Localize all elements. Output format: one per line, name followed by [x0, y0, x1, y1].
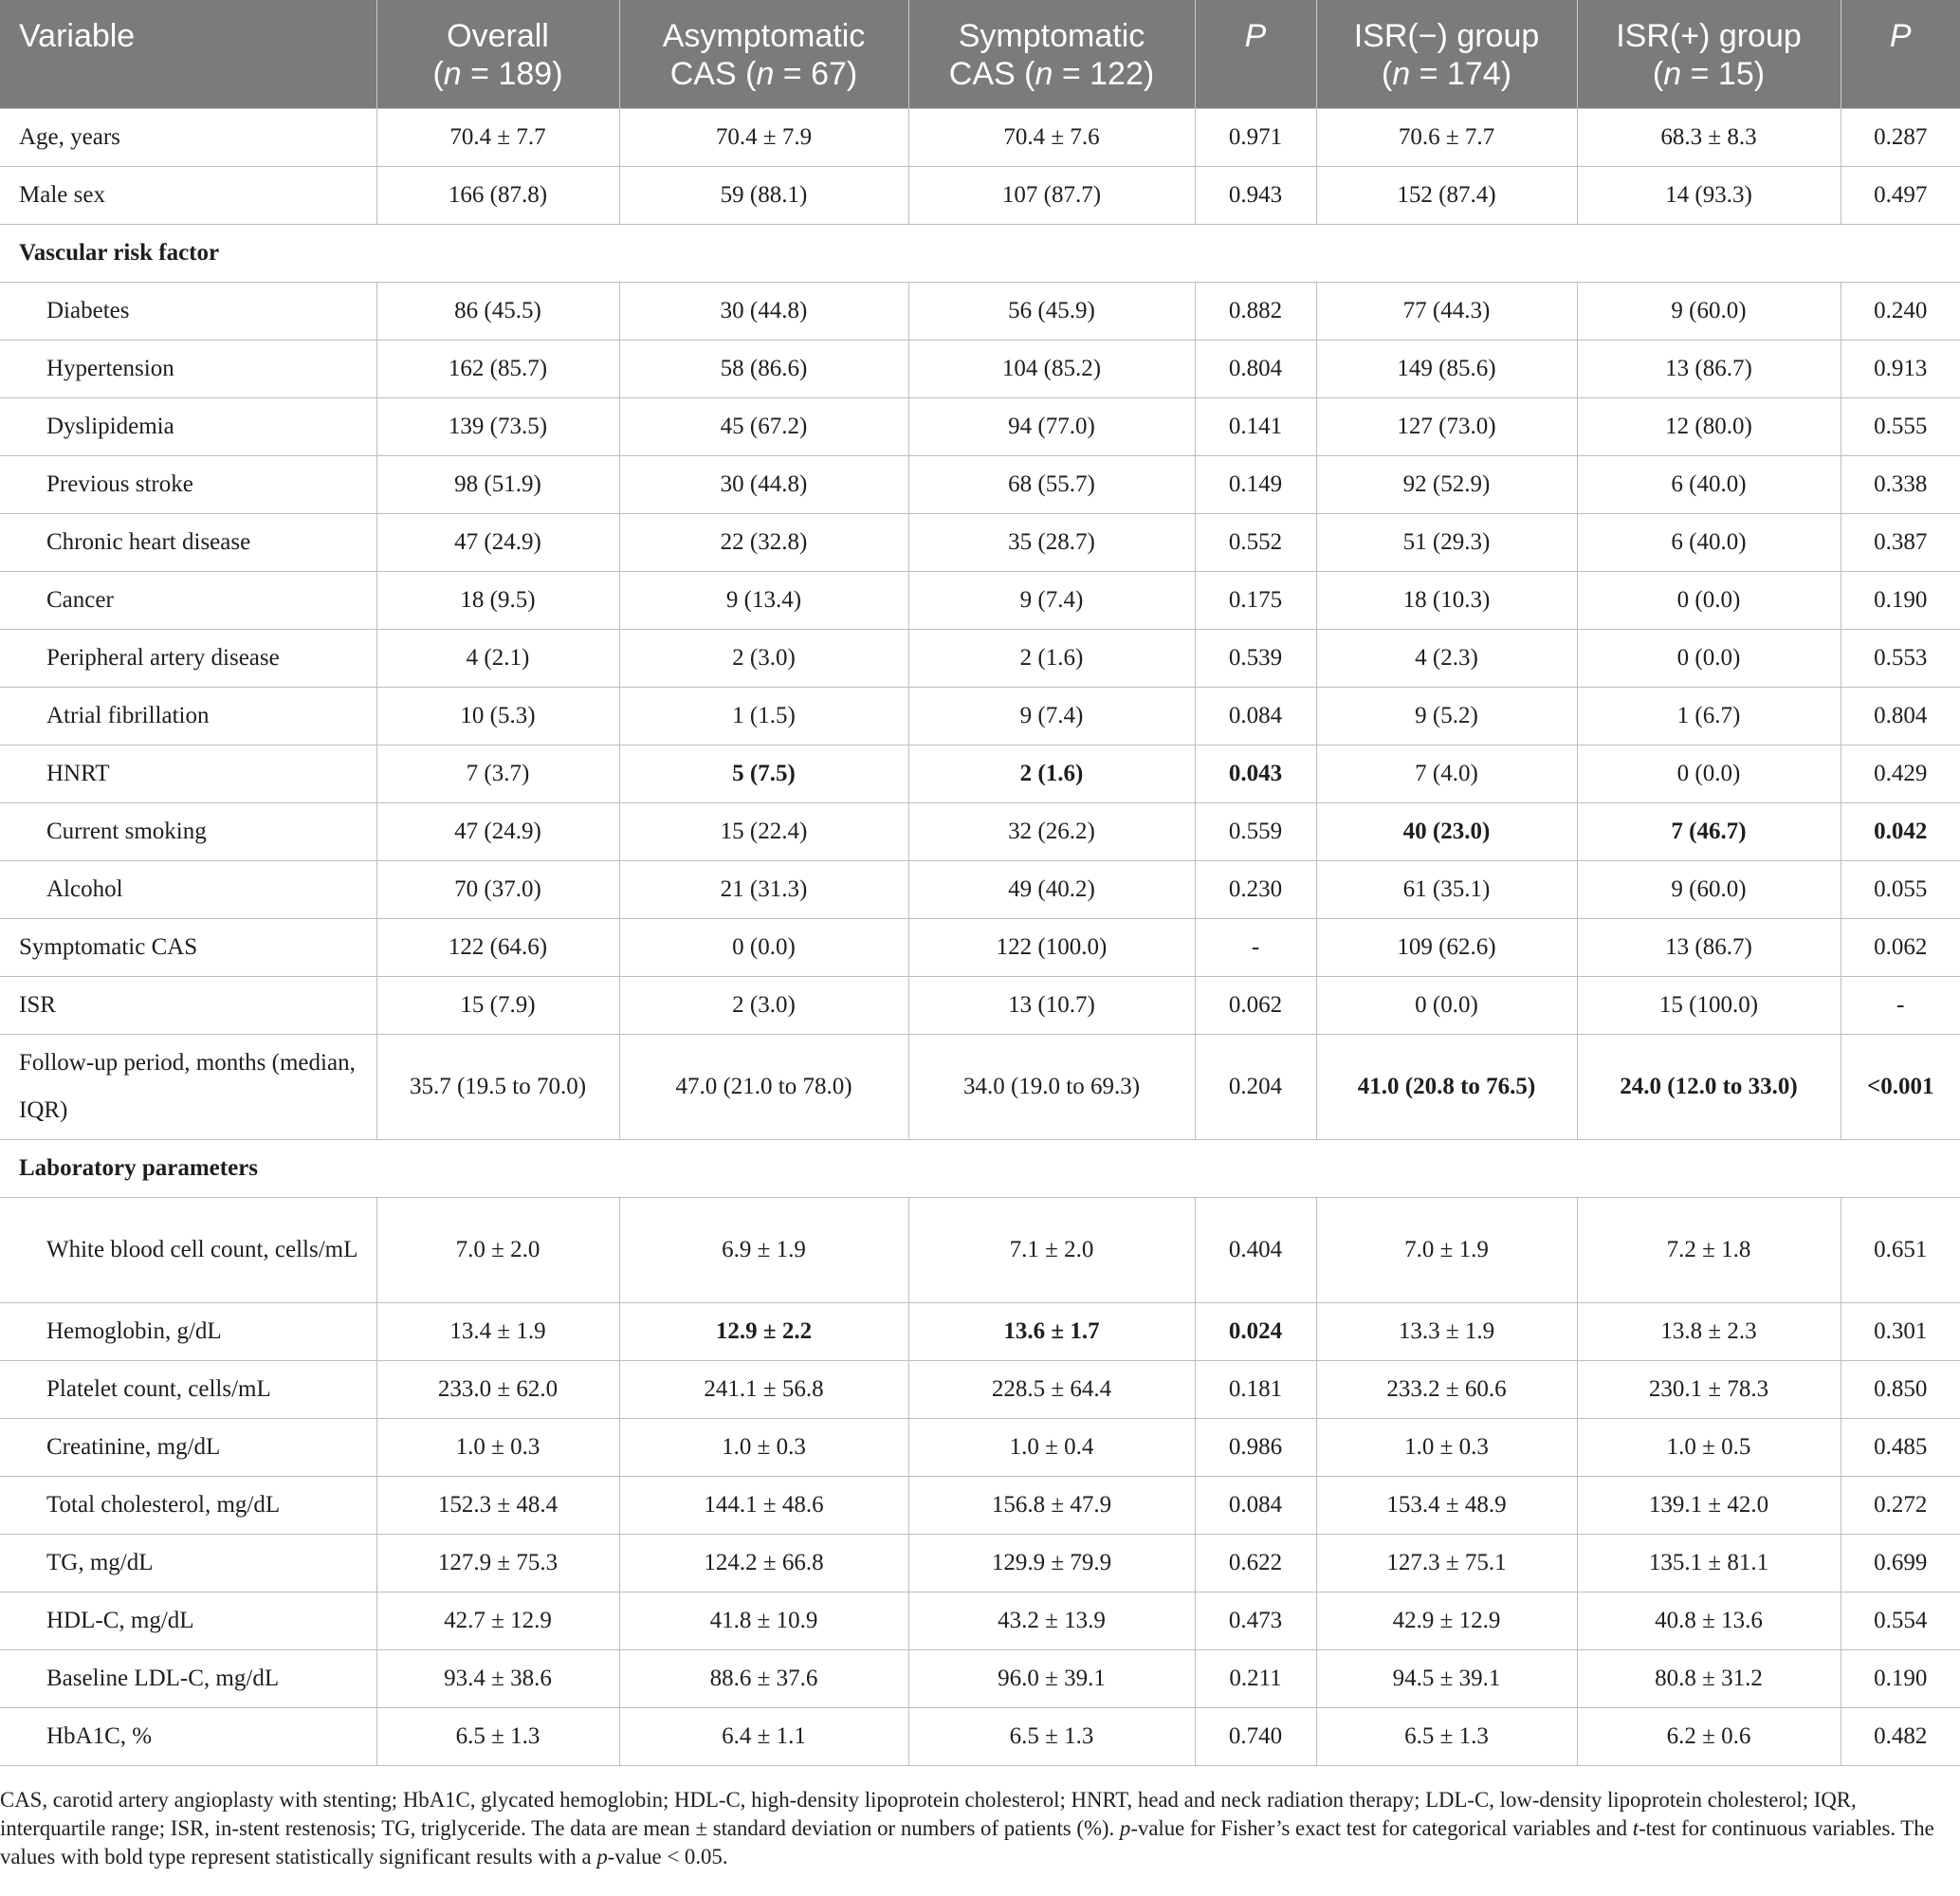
cell-variable: Dyslipidemia [0, 397, 376, 455]
cell-p-cas: 0.539 [1195, 629, 1316, 687]
table-row [0, 282, 1960, 340]
cell-isr-positive: 14 (93.3) [1577, 166, 1841, 224]
cell-isr-positive: 24.0 (12.0 to 33.0) [1577, 1034, 1841, 1139]
section-row [0, 224, 1960, 282]
cell-p-isr: - [1841, 976, 1960, 1034]
cell-variable: Current smoking [0, 802, 376, 860]
table-row [0, 1476, 1960, 1534]
cell-p-isr: <0.001 [1841, 1034, 1960, 1139]
cell-p-isr: 0.555 [1841, 397, 1960, 455]
cell-isr-negative: 92 (52.9) [1316, 455, 1577, 513]
cell-p-isr: 0.804 [1841, 687, 1960, 745]
cell-symptomatic: 68 (55.7) [908, 455, 1195, 513]
cell-p-isr: 0.055 [1841, 860, 1960, 918]
table-row [0, 1418, 1960, 1476]
cell-symptomatic: 34.0 (19.0 to 69.3) [908, 1034, 1195, 1139]
cell-asymptomatic: 241.1 ± 56.8 [619, 1360, 908, 1418]
cell-overall: 139 (73.5) [376, 397, 619, 455]
cell-p-cas: 0.043 [1195, 745, 1316, 802]
cell-p-cas: 0.473 [1195, 1592, 1316, 1649]
table-row [0, 687, 1960, 745]
table-row [0, 1360, 1960, 1418]
header-overall-title: Overall [447, 18, 549, 54]
cell-isr-negative: 4 (2.3) [1316, 629, 1577, 687]
cell-symptomatic: 49 (40.2) [908, 860, 1195, 918]
cell-asymptomatic: 124.2 ± 66.8 [619, 1534, 908, 1592]
cell-p-isr: 0.042 [1841, 802, 1960, 860]
cell-p-cas: 0.024 [1195, 1302, 1316, 1360]
table-row [0, 513, 1960, 571]
cell-isr-negative: 18 (10.3) [1316, 571, 1577, 629]
cell-variable: ISR [0, 976, 376, 1034]
cell-p-isr: 0.387 [1841, 513, 1960, 571]
table-row [0, 455, 1960, 513]
table-row [0, 571, 1960, 629]
cell-p-isr: 0.554 [1841, 1592, 1960, 1649]
cell-p-cas: 0.971 [1195, 108, 1316, 166]
cell-symptomatic: 32 (26.2) [908, 802, 1195, 860]
cell-asymptomatic: 1 (1.5) [619, 687, 908, 745]
cell-asymptomatic: 144.1 ± 48.6 [619, 1476, 908, 1534]
cell-isr-positive: 7 (46.7) [1577, 802, 1841, 860]
cell-asymptomatic: 30 (44.8) [619, 455, 908, 513]
cell-overall: 7 (3.7) [376, 745, 619, 802]
cell-overall: 233.0 ± 62.0 [376, 1360, 619, 1418]
table-row [0, 745, 1960, 802]
cell-symptomatic: 13 (10.7) [908, 976, 1195, 1034]
cell-overall: 98 (51.9) [376, 455, 619, 513]
cell-variable: Previous stroke [0, 455, 376, 513]
cell-asymptomatic: 30 (44.8) [619, 282, 908, 340]
cell-variable: Symptomatic CAS [0, 918, 376, 976]
cell-overall: 15 (7.9) [376, 976, 619, 1034]
cell-variable: Platelet count, cells/mL [0, 1360, 376, 1418]
cell-isr-positive: 68.3 ± 8.3 [1577, 108, 1841, 166]
cell-asymptomatic: 41.8 ± 10.9 [619, 1592, 908, 1649]
cell-asymptomatic: 2 (3.0) [619, 629, 908, 687]
cell-p-isr: 0.850 [1841, 1360, 1960, 1418]
table-row [0, 166, 1960, 224]
cell-isr-negative: 41.0 (20.8 to 76.5) [1316, 1034, 1577, 1139]
cell-symptomatic: 2 (1.6) [908, 745, 1195, 802]
cell-isr-positive: 40.8 ± 13.6 [1577, 1592, 1841, 1649]
cell-asymptomatic: 9 (13.4) [619, 571, 908, 629]
header-overall [376, 0, 619, 108]
cell-asymptomatic: 21 (31.3) [619, 860, 908, 918]
table-row [0, 1592, 1960, 1649]
cell-p-cas: 0.230 [1195, 860, 1316, 918]
cell-p-isr: 0.287 [1841, 108, 1960, 166]
table-row [0, 397, 1960, 455]
cell-p-isr: 0.913 [1841, 340, 1960, 397]
cell-symptomatic: 228.5 ± 64.4 [908, 1360, 1195, 1418]
cell-symptomatic: 70.4 ± 7.6 [908, 108, 1195, 166]
cell-p-cas: 0.740 [1195, 1707, 1316, 1765]
cell-p-cas: 0.559 [1195, 802, 1316, 860]
cell-variable: HNRT [0, 745, 376, 802]
cell-asymptomatic: 0 (0.0) [619, 918, 908, 976]
cell-overall: 70.4 ± 7.7 [376, 108, 619, 166]
cell-isr-positive: 9 (60.0) [1577, 860, 1841, 918]
header-p-value-cas: P [1195, 0, 1316, 108]
cell-variable: Follow-up period, months (median, IQR) [0, 1034, 376, 1139]
cell-variable: White blood cell count, cells/mL [0, 1197, 376, 1302]
cell-p-isr: 0.240 [1841, 282, 1960, 340]
cell-isr-positive: 12 (80.0) [1577, 397, 1841, 455]
cell-p-isr: 0.301 [1841, 1302, 1960, 1360]
cell-p-cas: 0.404 [1195, 1197, 1316, 1302]
cell-isr-positive: 6 (40.0) [1577, 455, 1841, 513]
cell-variable: Male sex [0, 166, 376, 224]
cell-symptomatic: 9 (7.4) [908, 571, 1195, 629]
table-row [0, 802, 1960, 860]
table-footnote: CAS, carotid artery angioplasty with stenting; HbA1C, glycated hemoglobin; HDL-C, high-density lipoprotein cholesterol; HNRT, head and neck radiation therapy; LDL-C, low-density lipoprotein cholesterol; IQR, interquartile range; ISR, in-stent restenosis; TG, triglyceride. The data are mean ± standard deviation or numbers of patients (%). p-value for Fisher’s exact test for categorical variables and t-test for continuous variables. The values with bold type represent statistically significant results with a p-value < 0.05. [0, 1788, 1934, 1868]
cell-symptomatic: 1.0 ± 0.4 [908, 1418, 1195, 1476]
cell-variable: Hemoglobin, g/dL [0, 1302, 376, 1360]
cell-symptomatic: 94 (77.0) [908, 397, 1195, 455]
cell-isr-negative: 149 (85.6) [1316, 340, 1577, 397]
cell-overall: 70 (37.0) [376, 860, 619, 918]
cell-p-isr: 0.429 [1841, 745, 1960, 802]
cell-asymptomatic: 1.0 ± 0.3 [619, 1418, 908, 1476]
cell-symptomatic: 56 (45.9) [908, 282, 1195, 340]
cell-asymptomatic: 58 (86.6) [619, 340, 908, 397]
cell-isr-negative: 42.9 ± 12.9 [1316, 1592, 1577, 1649]
cell-overall: 7.0 ± 2.0 [376, 1197, 619, 1302]
cell-p-cas: - [1195, 918, 1316, 976]
cell-isr-negative: 61 (35.1) [1316, 860, 1577, 918]
cell-p-isr: 0.699 [1841, 1534, 1960, 1592]
cell-variable: Total cholesterol, mg/dL [0, 1476, 376, 1534]
cell-variable: Hypertension [0, 340, 376, 397]
cell-isr-negative: 13.3 ± 1.9 [1316, 1302, 1577, 1360]
cell-p-cas: 0.084 [1195, 687, 1316, 745]
cell-isr-negative: 6.5 ± 1.3 [1316, 1707, 1577, 1765]
cell-p-cas: 0.622 [1195, 1534, 1316, 1592]
cell-p-isr: 0.272 [1841, 1476, 1960, 1534]
section-label: Vascular risk factor [0, 224, 1960, 282]
cell-symptomatic: 13.6 ± 1.7 [908, 1302, 1195, 1360]
cell-isr-negative: 0 (0.0) [1316, 976, 1577, 1034]
table-row [0, 1197, 1960, 1302]
cell-symptomatic: 107 (87.7) [908, 166, 1195, 224]
cell-symptomatic: 35 (28.7) [908, 513, 1195, 571]
table-row [0, 918, 1960, 976]
cell-overall: 152.3 ± 48.4 [376, 1476, 619, 1534]
cell-p-cas: 0.181 [1195, 1360, 1316, 1418]
cell-overall: 42.7 ± 12.9 [376, 1592, 619, 1649]
cell-isr-positive: 7.2 ± 1.8 [1577, 1197, 1841, 1302]
cell-variable: Alcohol [0, 860, 376, 918]
table-header [0, 0, 1960, 108]
cell-symptomatic: 9 (7.4) [908, 687, 1195, 745]
header-asymptomatic-title: Asymptomatic [662, 18, 866, 54]
cell-p-isr: 0.485 [1841, 1418, 1960, 1476]
cell-isr-negative: 9 (5.2) [1316, 687, 1577, 745]
cell-p-cas: 0.175 [1195, 571, 1316, 629]
table-row [0, 860, 1960, 918]
header-isr-negative [1316, 0, 1577, 108]
header-row [0, 0, 1960, 108]
table-body [0, 108, 1960, 1765]
cell-asymptomatic: 45 (67.2) [619, 397, 908, 455]
cell-asymptomatic: 6.4 ± 1.1 [619, 1707, 908, 1765]
cell-variable: Age, years [0, 108, 376, 166]
cell-overall: 35.7 (19.5 to 70.0) [376, 1034, 619, 1139]
cell-isr-negative: 127.3 ± 75.1 [1316, 1534, 1577, 1592]
cell-isr-negative: 153.4 ± 48.9 [1316, 1476, 1577, 1534]
cell-isr-negative: 127 (73.0) [1316, 397, 1577, 455]
cell-variable: Creatinine, mg/dL [0, 1418, 376, 1476]
cell-isr-positive: 0 (0.0) [1577, 629, 1841, 687]
table-row [0, 1534, 1960, 1592]
cell-isr-positive: 139.1 ± 42.0 [1577, 1476, 1841, 1534]
cell-p-isr: 0.482 [1841, 1707, 1960, 1765]
cell-variable: Chronic heart disease [0, 513, 376, 571]
cell-overall: 47 (24.9) [376, 513, 619, 571]
cell-overall: 93.4 ± 38.6 [376, 1649, 619, 1707]
header-symptomatic-n: CAS (n = 122) [948, 56, 1155, 92]
cell-asymptomatic: 47.0 (21.0 to 78.0) [619, 1034, 908, 1139]
cell-isr-negative: 1.0 ± 0.3 [1316, 1418, 1577, 1476]
cell-variable: Diabetes [0, 282, 376, 340]
cell-p-cas: 0.211 [1195, 1649, 1316, 1707]
cell-isr-positive: 80.8 ± 31.2 [1577, 1649, 1841, 1707]
header-isr-negative-title: ISR(−) group [1353, 18, 1540, 54]
cell-isr-negative: 7 (4.0) [1316, 745, 1577, 802]
cell-overall: 18 (9.5) [376, 571, 619, 629]
cell-variable: Cancer [0, 571, 376, 629]
cell-p-isr: 0.553 [1841, 629, 1960, 687]
cell-asymptomatic: 59 (88.1) [619, 166, 908, 224]
cell-symptomatic: 43.2 ± 13.9 [908, 1592, 1195, 1649]
cell-variable: TG, mg/dL [0, 1534, 376, 1592]
cell-isr-negative: 40 (23.0) [1316, 802, 1577, 860]
cell-isr-positive: 135.1 ± 81.1 [1577, 1534, 1841, 1592]
table-row [0, 108, 1960, 166]
table-row [0, 1302, 1960, 1360]
cell-asymptomatic: 6.9 ± 1.9 [619, 1197, 908, 1302]
cell-p-isr: 0.190 [1841, 571, 1960, 629]
table-row [0, 629, 1960, 687]
cell-p-isr: 0.338 [1841, 455, 1960, 513]
cell-isr-negative: 70.6 ± 7.7 [1316, 108, 1577, 166]
cell-isr-negative: 109 (62.6) [1316, 918, 1577, 976]
cell-variable: Atrial fibrillation [0, 687, 376, 745]
cell-overall: 166 (87.8) [376, 166, 619, 224]
cell-overall: 6.5 ± 1.3 [376, 1707, 619, 1765]
table-row [0, 1649, 1960, 1707]
cell-symptomatic: 104 (85.2) [908, 340, 1195, 397]
cell-p-cas: 0.986 [1195, 1418, 1316, 1476]
cell-asymptomatic: 88.6 ± 37.6 [619, 1649, 908, 1707]
header-isr-negative-n: (n = 174) [1381, 56, 1512, 92]
cell-symptomatic: 7.1 ± 2.0 [908, 1197, 1195, 1302]
cell-isr-positive: 1.0 ± 0.5 [1577, 1418, 1841, 1476]
table-row [0, 340, 1960, 397]
cell-overall: 4 (2.1) [376, 629, 619, 687]
header-isr-positive-n: (n = 15) [1652, 56, 1766, 92]
cell-isr-negative: 7.0 ± 1.9 [1316, 1197, 1577, 1302]
cell-symptomatic: 122 (100.0) [908, 918, 1195, 976]
cell-asymptomatic: 2 (3.0) [619, 976, 908, 1034]
cell-p-isr: 0.062 [1841, 918, 1960, 976]
header-symptomatic [908, 0, 1195, 108]
cell-p-cas: 0.141 [1195, 397, 1316, 455]
cell-symptomatic: 6.5 ± 1.3 [908, 1707, 1195, 1765]
cell-isr-positive: 0 (0.0) [1577, 745, 1841, 802]
header-variable: Variable [0, 0, 376, 108]
cell-p-cas: 0.062 [1195, 976, 1316, 1034]
header-symptomatic-title: Symptomatic [958, 18, 1145, 54]
cell-isr-positive: 13.8 ± 2.3 [1577, 1302, 1841, 1360]
cell-isr-negative: 152 (87.4) [1316, 166, 1577, 224]
header-isr-positive [1577, 0, 1841, 108]
cell-isr-negative: 51 (29.3) [1316, 513, 1577, 571]
cell-asymptomatic: 15 (22.4) [619, 802, 908, 860]
cell-symptomatic: 96.0 ± 39.1 [908, 1649, 1195, 1707]
cell-asymptomatic: 70.4 ± 7.9 [619, 108, 908, 166]
cell-isr-positive: 0 (0.0) [1577, 571, 1841, 629]
cell-isr-positive: 13 (86.7) [1577, 340, 1841, 397]
cell-p-cas: 0.084 [1195, 1476, 1316, 1534]
cell-overall: 162 (85.7) [376, 340, 619, 397]
cell-symptomatic: 2 (1.6) [908, 629, 1195, 687]
cell-variable: Baseline LDL-C, mg/dL [0, 1649, 376, 1707]
cell-p-cas: 0.552 [1195, 513, 1316, 571]
table-row [0, 1034, 1960, 1139]
cell-overall: 127.9 ± 75.3 [376, 1534, 619, 1592]
cell-symptomatic: 129.9 ± 79.9 [908, 1534, 1195, 1592]
header-isr-positive-title: ISR(+) group [1616, 18, 1802, 54]
cell-isr-positive: 6 (40.0) [1577, 513, 1841, 571]
cell-isr-positive: 9 (60.0) [1577, 282, 1841, 340]
cell-asymptomatic: 12.9 ± 2.2 [619, 1302, 908, 1360]
cell-p-cas: 0.943 [1195, 166, 1316, 224]
cell-isr-positive: 15 (100.0) [1577, 976, 1841, 1034]
cell-overall: 122 (64.6) [376, 918, 619, 976]
cell-isr-negative: 77 (44.3) [1316, 282, 1577, 340]
section-label: Laboratory parameters [0, 1139, 1960, 1197]
header-asymptomatic-n: CAS (n = 67) [669, 56, 858, 92]
cell-isr-positive: 6.2 ± 0.6 [1577, 1707, 1841, 1765]
cell-symptomatic: 156.8 ± 47.9 [908, 1476, 1195, 1534]
cell-p-cas: 0.882 [1195, 282, 1316, 340]
cell-isr-positive: 13 (86.7) [1577, 918, 1841, 976]
cell-isr-negative: 233.2 ± 60.6 [1316, 1360, 1577, 1418]
cell-p-isr: 0.190 [1841, 1649, 1960, 1707]
section-row [0, 1139, 1960, 1197]
cell-p-cas: 0.804 [1195, 340, 1316, 397]
header-overall-n: (n = 189) [432, 56, 563, 92]
cell-overall: 47 (24.9) [376, 802, 619, 860]
cell-isr-negative: 94.5 ± 39.1 [1316, 1649, 1577, 1707]
cell-asymptomatic: 5 (7.5) [619, 745, 908, 802]
header-p-value-isr: P [1841, 0, 1960, 108]
cell-isr-positive: 230.1 ± 78.3 [1577, 1360, 1841, 1418]
cell-overall: 1.0 ± 0.3 [376, 1418, 619, 1476]
cell-variable: HbA1C, % [0, 1707, 376, 1765]
cell-overall: 86 (45.5) [376, 282, 619, 340]
cell-p-isr: 0.497 [1841, 166, 1960, 224]
cell-variable: Peripheral artery disease [0, 629, 376, 687]
cell-isr-positive: 1 (6.7) [1577, 687, 1841, 745]
table-row [0, 976, 1960, 1034]
cell-p-isr: 0.651 [1841, 1197, 1960, 1302]
table-row [0, 1707, 1960, 1765]
cell-variable: HDL-C, mg/dL [0, 1592, 376, 1649]
cell-asymptomatic: 22 (32.8) [619, 513, 908, 571]
cell-p-cas: 0.149 [1195, 455, 1316, 513]
header-asymptomatic [619, 0, 908, 108]
cell-overall: 10 (5.3) [376, 687, 619, 745]
cell-p-cas: 0.204 [1195, 1034, 1316, 1139]
cell-overall: 13.4 ± 1.9 [376, 1302, 619, 1360]
